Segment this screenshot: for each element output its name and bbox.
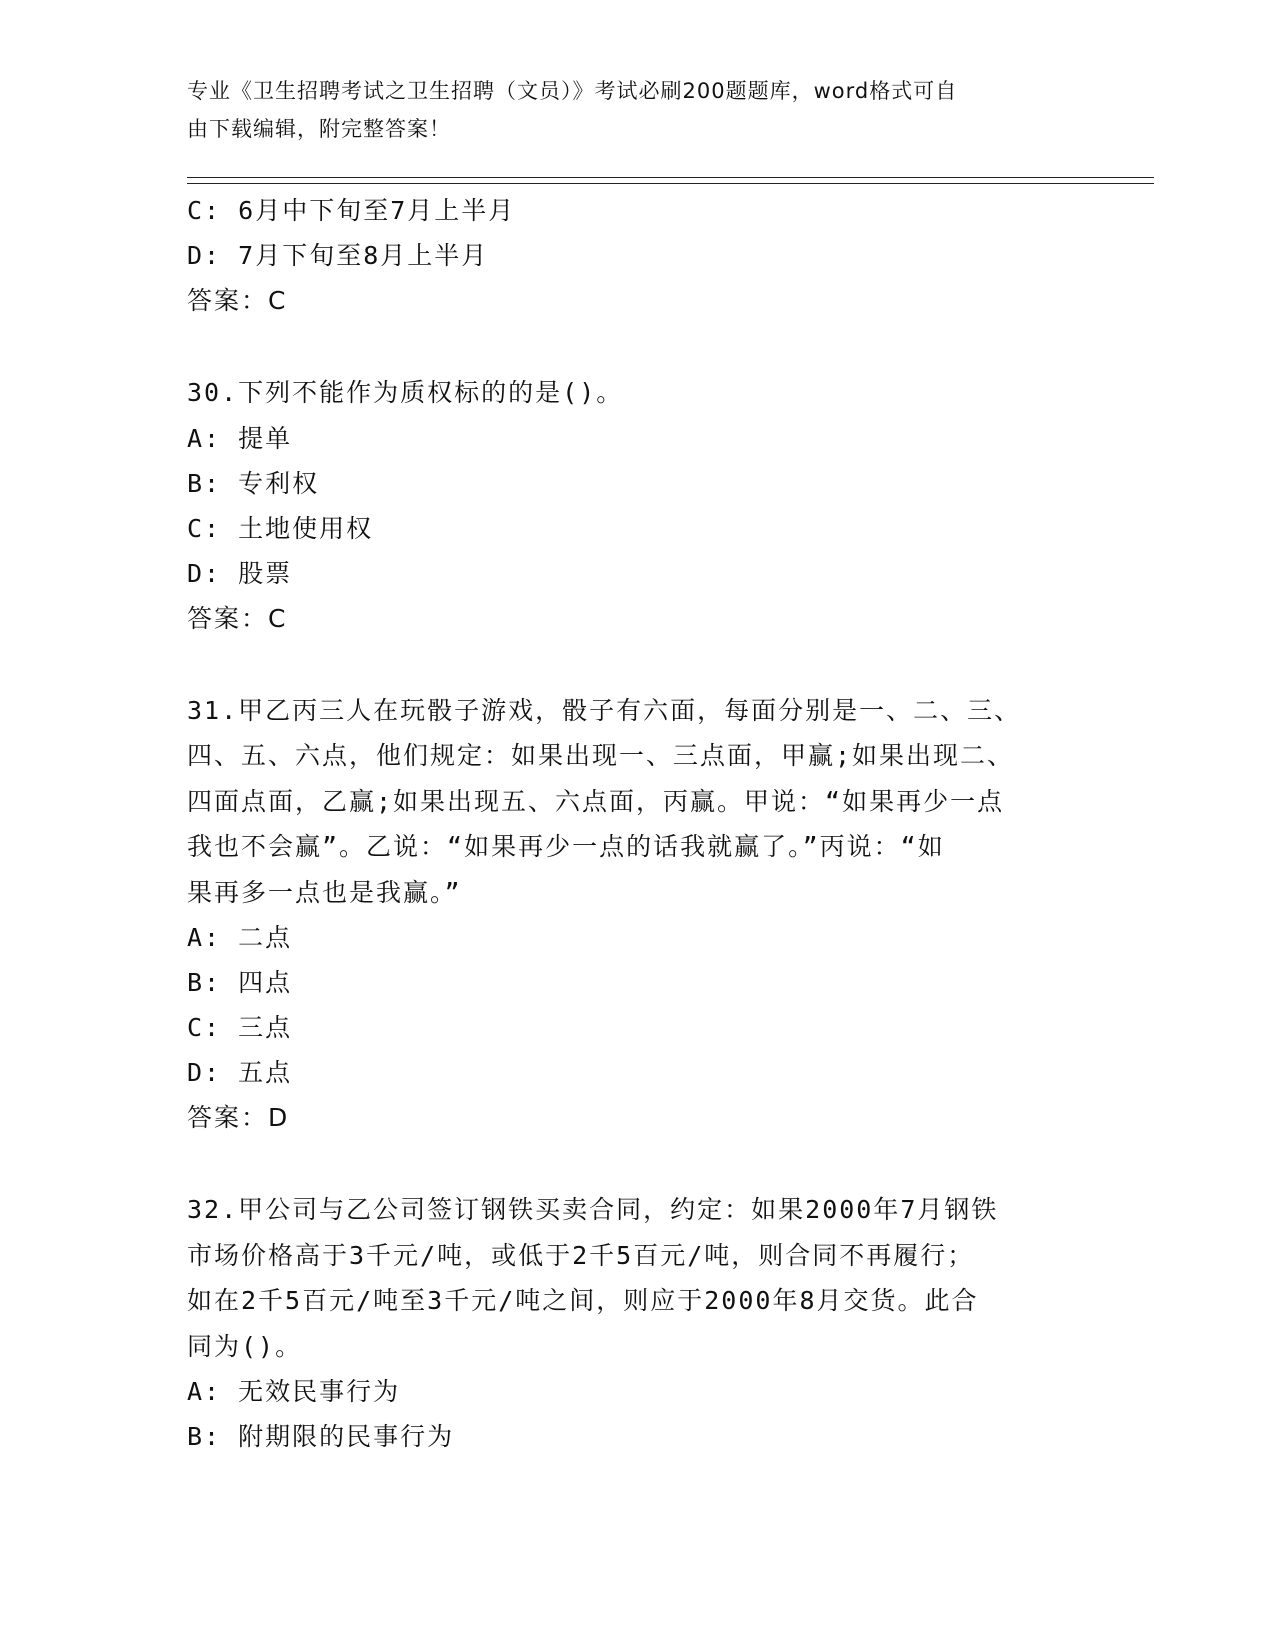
option-line: B: 四点	[187, 968, 293, 997]
option-line: A: 二点	[187, 923, 293, 952]
question-stem: 32.甲公司与乙公司签订钢铁买卖合同，约定：如果2000年7月钢铁	[187, 1195, 999, 1224]
spacer	[187, 1141, 1087, 1187]
question-stem: 市场价格高于3千元/吨，或低于2千5百元/吨，则合同不再履行；	[187, 1240, 975, 1270]
option-line: C: 三点	[187, 1013, 293, 1042]
question-stem: 我也不会赢”。乙说：“如果再少一点的话我就赢了。”丙说：“如	[187, 832, 945, 861]
spacer	[187, 642, 1087, 688]
question-stem: 同为()。	[187, 1331, 303, 1361]
question-stem: 果再多一点也是我赢。”	[187, 877, 462, 907]
answer-line: 答案：C	[187, 603, 288, 633]
option-line: A: 无效民事行为	[187, 1377, 401, 1406]
answer-line: 答案：D	[187, 1103, 290, 1132]
question-stem: 如在2千5百元/吨至3千元/吨之间，则应于2000年8月交货。此合	[187, 1286, 979, 1315]
spacer	[187, 324, 1087, 370]
option-line: C: 6月中下旬至7月上半月	[187, 196, 516, 225]
option-line: A: 提单	[187, 423, 293, 453]
header-line-1: 专业《卫生招聘考试之卫生招聘（文员）》考试必刷200题题库，word格式可自	[187, 79, 958, 103]
option-line: B: 附期限的民事行为	[187, 1422, 455, 1451]
question-stem: 31.甲乙丙三人在玩骰子游戏，骰子有六面，每面分别是一、二、三、	[187, 695, 1022, 725]
header-line-2: 由下载编辑，附完整答案！	[187, 117, 451, 141]
option-line: C: 土地使用权	[187, 513, 374, 543]
answer-line: 答案：C	[187, 286, 288, 315]
question-stem: 30.下列不能作为质权标的的是()。	[187, 378, 624, 407]
option-line: D: 7月下旬至8月上半月	[187, 241, 489, 270]
option-line: D: 五点	[187, 1058, 293, 1087]
document-header	[187, 72, 1057, 148]
header-divider-top	[187, 177, 1154, 178]
question-content	[187, 188, 1087, 1459]
question-stem: 四、五、六点，他们规定：如果出现一、三点面，甲赢;如果出现二、	[187, 741, 1015, 770]
header-divider-bottom	[187, 183, 1154, 184]
option-line: B: 专利权	[187, 468, 320, 498]
question-stem: 四面点面，乙赢;如果出现五、六点面，丙赢。甲说：“如果再少一点	[187, 786, 1005, 816]
option-line: D: 股票	[187, 558, 293, 588]
